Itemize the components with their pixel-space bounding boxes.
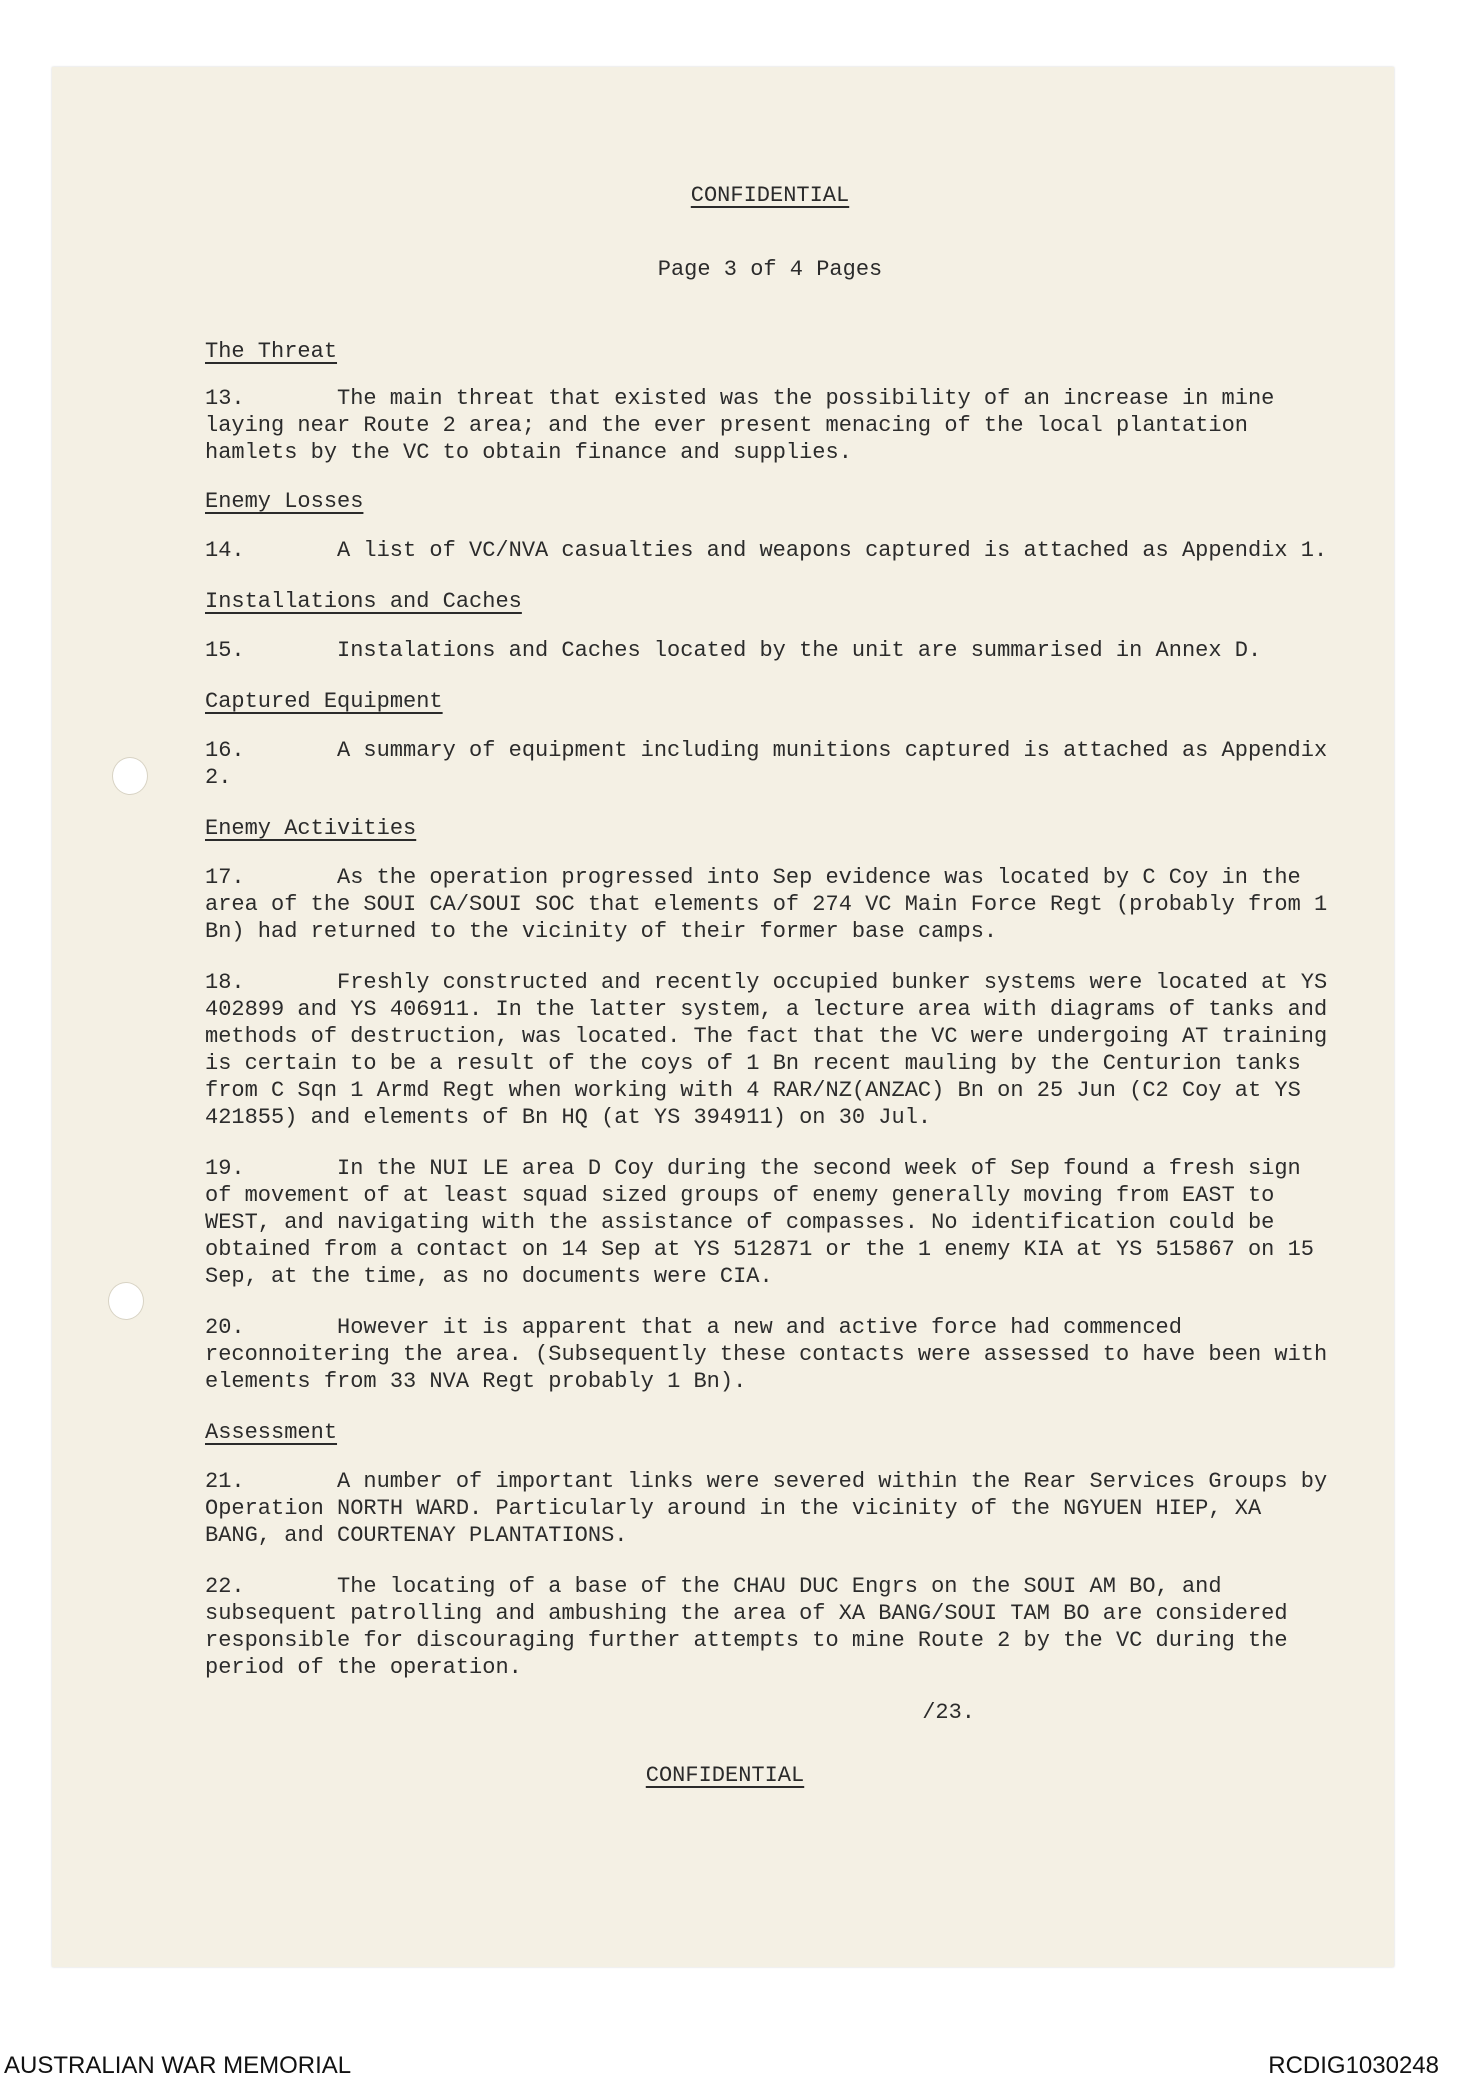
paragraph-text: As the operation progressed into Sep evidence was located by C Coy in the area of the SOUI CA/SOUI SOC that elements of 274 VC Main Force Regt (probably from 1 Bn) had returned to the vicinity of their former base camps. xyxy=(205,865,1341,944)
classification-bottom: CONFIDENTIAL xyxy=(645,1763,805,1788)
paragraph xyxy=(205,385,1335,466)
paragraph-number: 17. xyxy=(205,865,245,890)
paragraph xyxy=(205,537,1335,564)
classification-top: CONFIDENTIAL xyxy=(690,183,850,208)
document-body xyxy=(205,182,1341,1789)
paragraph-number: 21. xyxy=(205,1469,245,1494)
paragraph-number: 22. xyxy=(205,1574,245,1599)
paragraph-text: A summary of equipment including munitions captured is attached as Appendix 2. xyxy=(205,738,1341,790)
paragraph xyxy=(205,1314,1341,1395)
footer-reference-id: RCDIG1030248 xyxy=(1268,2052,1439,2079)
paragraph-text: The locating of a base of the CHAU DUC Engrs on the SOUI AM BO, and subsequent patrolling and ambushing the area of XA BANG/SOUI TAM BO are considered responsible for discouraging further attempts to mine Route 2 by the VC during the period of the operation. xyxy=(205,1574,1301,1680)
paragraph-number: 19. xyxy=(205,1156,245,1181)
section-heading: Captured Equipment xyxy=(205,689,443,714)
paragraph xyxy=(205,637,1335,664)
paragraph-text: Instalations and Caches located by the unit are summarised in Annex D. xyxy=(337,638,1262,663)
paragraph-text: However it is apparent that a new and active force had commenced reconnoitering the area. (Subsequently these contacts were assessed to have been with elements from 33 NVA Regt probably 1 Bn). xyxy=(205,1315,1341,1394)
paragraph-number: 18. xyxy=(205,970,245,995)
paragraph xyxy=(205,1155,1335,1290)
paragraph xyxy=(205,969,1341,1131)
section-heading: Enemy Losses xyxy=(205,489,364,514)
section-heading: The Threat xyxy=(205,339,338,364)
paragraph-text: A number of important links were severed within the Rear Services Groups by Operation NORTH WARD. Particularly around in the vicinity of the NGYUEN HIEP, XA BANG, and COURTENAY PLANTATIONS. xyxy=(205,1469,1341,1548)
paragraph-text: A list of VC/NVA casualties and weapons captured is attached as Appendix 1. xyxy=(337,538,1328,563)
paragraph-number: 15. xyxy=(205,638,245,663)
footer-source: AUSTRALIAN WAR MEMORIAL xyxy=(4,2052,352,2079)
continuation-marker: /23. xyxy=(922,1700,975,1725)
paragraph-text: The main threat that existed was the possibility of an increase in mine laying near Route 2 area; and the ever present menacing of the local plantation hamlets by the VC to obtain finance and supplies. xyxy=(205,386,1288,465)
paragraph-number: 16. xyxy=(205,738,245,763)
paragraph-number: 14. xyxy=(205,538,245,563)
page-label: Page 3 of 4 Pages xyxy=(657,257,883,282)
punch-hole-top xyxy=(112,757,148,795)
paragraph-number: 13. xyxy=(205,386,245,411)
paragraph xyxy=(205,864,1341,945)
paragraph-text: Freshly constructed and recently occupied bunker systems were located at YS 402899 and YS 406911. In the latter system, a lecture area with diagrams of tanks and methods of destruction, was located. The fact that the VC were undergoing AT training is certain to be a result of the coys of 1 Bn recent mauling by the Centurion tanks from C Sqn 1 Armd Regt when working with 4 RAR/NZ(ANZAC) Bn on 25 Jun (C2 Coy at YS 421855) and elements of Bn HQ (at YS 394911) on 30 Jul. xyxy=(205,970,1341,1130)
punch-hole-bottom xyxy=(108,1282,144,1320)
paragraph xyxy=(205,1468,1341,1549)
paragraph xyxy=(205,737,1341,791)
section-heading: Assessment xyxy=(205,1420,338,1445)
paragraph-number: 20. xyxy=(205,1315,245,1340)
paragraph-text: In the NUI LE area D Coy during the second week of Sep found a fresh sign of movement of at least squad sized groups of enemy generally moving from EAST to WEST, and navigating with the assistance of compasses. No identification could be obtained from a contact on 14 Sep at YS 512871 or the 1 enemy KIA at YS 515867 on 15 Sep, at the time, as no documents were CIA. xyxy=(205,1156,1328,1289)
section-heading: Installations and Caches xyxy=(205,589,522,614)
paragraph xyxy=(205,1573,1335,1681)
section-heading: Enemy Activities xyxy=(205,816,417,841)
